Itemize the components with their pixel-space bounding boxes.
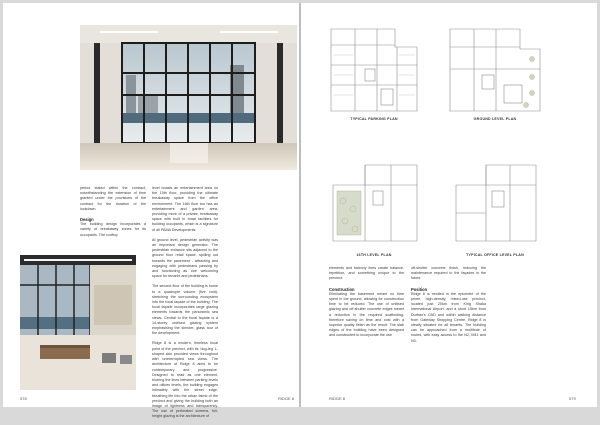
paragraph: level boasts an entertainment area on the 15th floor, providing the ultimate breakaway space from the office environment. The 16th floor too has an entertainment and garden area, providing more of a private, breakaway space with built in braai facilities for building occupants, which is a signature of all PAMA Developments. [152, 186, 218, 232]
plan-ground-level [446, 25, 544, 121]
right-text-column-2 [411, 266, 486, 349]
right-page [301, 3, 597, 407]
ground-level-plan-drawing [446, 25, 544, 115]
plan-caption: 16TH LEVEL PLAN [356, 253, 392, 257]
plan-caption: TYPICAL OFFICE LEVEL PLAN [466, 253, 524, 257]
left-page [3, 3, 299, 419]
paragraph: period stated within the contract, notwithstanding the extension of time granted under the provisions of the contract for the duration of the lockdown. [80, 186, 146, 211]
lobby-interior-photo [80, 25, 297, 170]
running-title: RIDGE 8 [278, 396, 295, 401]
page-number: 579 [569, 396, 576, 401]
paragraph: Eliminating the basement meant no time spent in the ground, allowing for construction time to be reduced. The use of unitised glazing and off-shutter concrete edges meant a reduction in the required scaffolding, therefore saving on time and cost with a superior quality finish as the result. The slab edges of the building have been designed and constructed to incorporate the use [329, 291, 404, 338]
paragraph: Ridge 8 is nestled in the epicentre of the prime, high-density, mixed-use precinct, located just 20km from King Shaka International Airport, and a short 15km from Durban's CBD and within walking distance from Gateway Shopping Centre, Ridge 8 is ideally situated for all tenants. The building can be approached from a multitude of routes, with easy access to the N2, M41 and N3. [411, 291, 486, 343]
paragraph: off-shutter concrete finish, reducing the maintenance required to the façades in the future. [411, 266, 486, 281]
office-level-plan-drawing [446, 161, 544, 251]
design-heading: Design [80, 217, 94, 223]
paragraph: elements and balcony lines create balance, repetition, and something unique to the precinct. [329, 266, 404, 281]
plan-typical-parking [325, 25, 423, 121]
paragraph: The second floor of the building is home to a quadruple volume (five void), stretching the surrounding ecosystem into the focal façade of the building. The focal façade incorporates large glazing elements towards the panoramic sea views. Central to the focal façade is a 14-storey unitised glazing system emphasising the slender, glass tour of the development. [152, 284, 218, 336]
paragraph: At ground level, pedestrian activity was an important design generator. The pedestrian entrance sits adjacent to the ground floor retail space, spilling out towards the pavement - attracting and engaging with pedestrians passing by and functioning as one welcoming space for tenants and pedestrians. [152, 237, 218, 279]
reception-lounge-photo [20, 255, 136, 390]
plan-16th-level [325, 161, 423, 257]
paragraph: Ridge 8 is a modern, timeless focal point of the precinct, with its 'dog-leg' L-shaped skin provided views throughout with uninterrupted sea views. The architecture of Ridge 8 aims to be contemporary and progressive. Designed to read as one element, blurring the lines between parking levels and offices levels, the building engages intimately with the street edge, breathing life into the urban fabric of the precinct and giving the building both an image of lightness and transparency. The use of perforated screens, full-height glazing is the architecture of [152, 341, 218, 419]
parking-plan-drawing [325, 25, 423, 115]
16th-level-plan-drawing [325, 161, 423, 251]
left-text-column-1 [80, 186, 146, 243]
left-text-column-2 [152, 186, 218, 425]
plan-caption: TYPICAL PARKING PLAN [350, 117, 398, 121]
plan-caption: GROUND LEVEL PLAN [473, 117, 517, 121]
page-number: 578 [20, 396, 27, 401]
construction-heading: Construction [329, 286, 355, 292]
right-text-column-1 [329, 266, 404, 344]
paragraph: The building design incorporates a variety of breakaway zones for its occupants. The rooftop [80, 222, 146, 237]
plan-typical-office-level [446, 161, 544, 257]
position-heading: Position [411, 286, 428, 292]
running-title: RIDGE 8 [329, 396, 346, 401]
